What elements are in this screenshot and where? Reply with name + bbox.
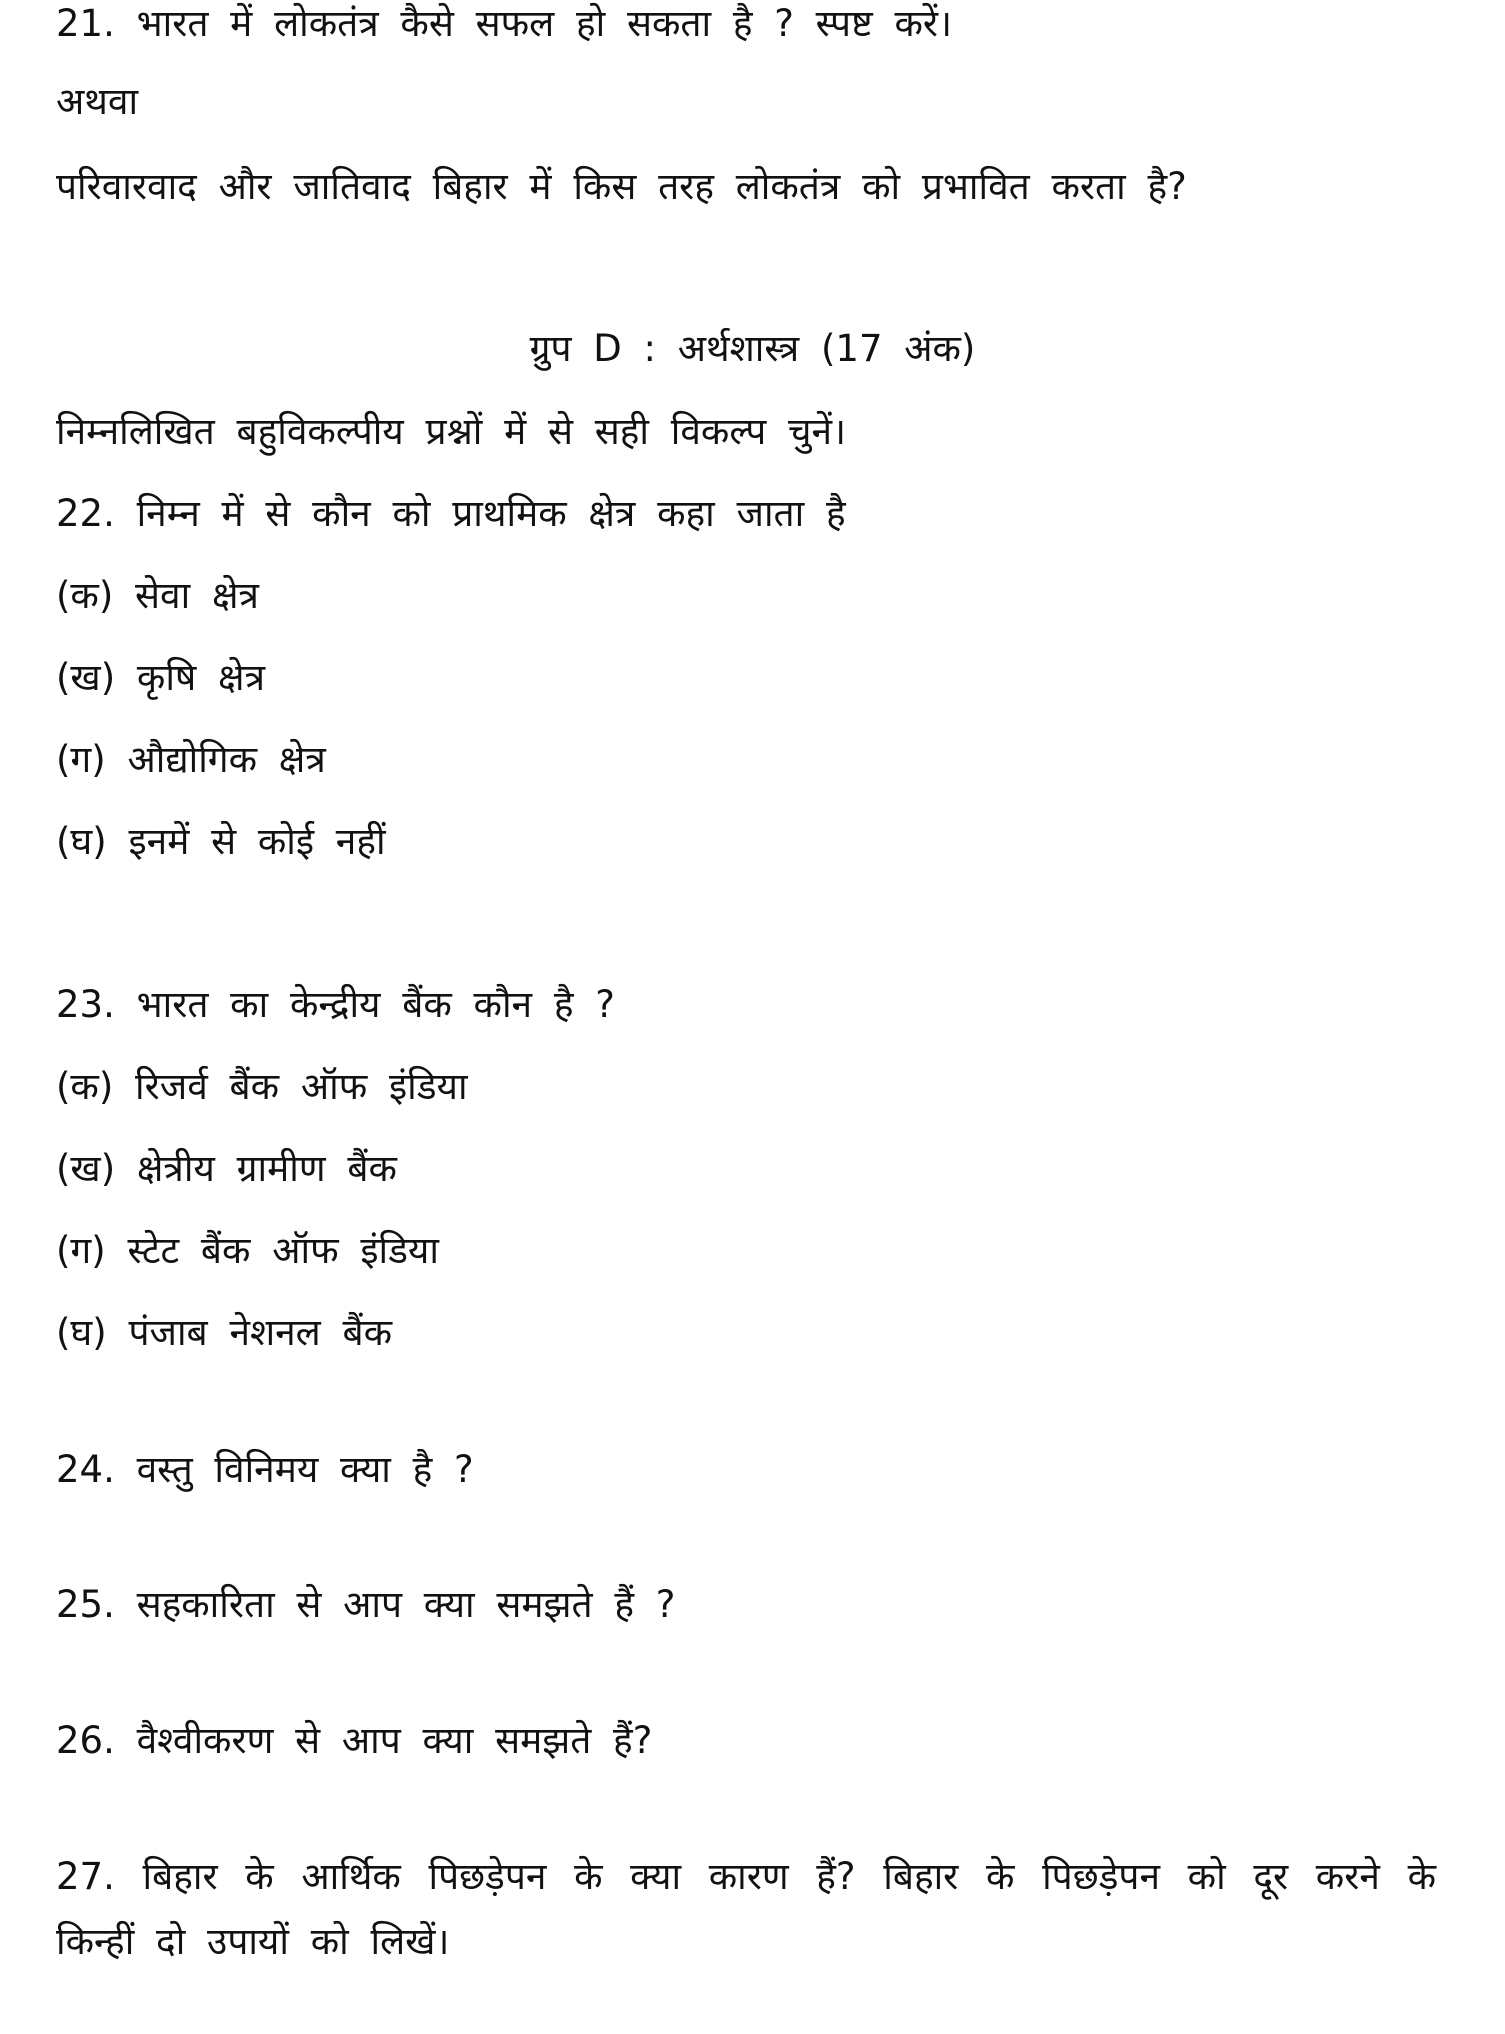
question-26: 26. वैश्वीकरण से आप क्या समझते हैं? <box>56 1719 653 1762</box>
q23-option-kha: (ख) क्षेत्रीय ग्रामीण बैंक <box>56 1147 397 1190</box>
question-24: 24. वस्तु विनिमय क्या है ? <box>56 1448 474 1491</box>
question-22: 22. निम्न में से कौन को प्राथमिक क्षेत्र कहा जाता है <box>56 492 846 535</box>
q23-option-ka: (क) रिजर्व बैंक ऑफ इंडिया <box>56 1065 468 1108</box>
group-d-heading: ग्रुप D : अर्थशास्त्र (17 अंक) <box>529 327 976 370</box>
question-27-line-1: 27. बिहार के आर्थिक पिछड़ेपन के क्या कारण हैं? बिहार के पिछड़ेपन को दूर करने के <box>56 1855 1436 1898</box>
q22-option-gha: (घ) इनमें से कोई नहीं <box>56 820 386 863</box>
question-23: 23. भारत का केन्द्रीय बैंक कौन है ? <box>56 983 615 1026</box>
q23-option-ga: (ग) स्टेट बैंक ऑफ इंडिया <box>56 1229 439 1272</box>
or-label: अथवा <box>56 80 139 123</box>
question-21: 21. भारत में लोकतंत्र कैसे सफल हो सकता है ? स्पष्ट करें। <box>56 2 953 45</box>
q23-option-gha: (घ) पंजाब नेशनल बैंक <box>56 1311 393 1354</box>
q22-option-kha: (ख) कृषि क्षेत्र <box>56 656 265 699</box>
question-27-line-2: किन्हीं दो उपायों को लिखें। <box>56 1920 450 1963</box>
mcq-instruction: निम्नलिखित बहुविकल्पीय प्रश्नों में से सही विकल्प चुनें। <box>56 410 847 453</box>
q22-option-ga: (ग) औद्योगिक क्षेत्र <box>56 738 326 781</box>
q22-option-ka: (क) सेवा क्षेत्र <box>56 574 259 617</box>
question-25: 25. सहकारिता से आप क्या समझते हैं ? <box>56 1583 676 1626</box>
question-21-alternate: परिवारवाद और जातिवाद बिहार में किस तरह लोकतंत्र को प्रभावित करता है? <box>56 165 1187 208</box>
